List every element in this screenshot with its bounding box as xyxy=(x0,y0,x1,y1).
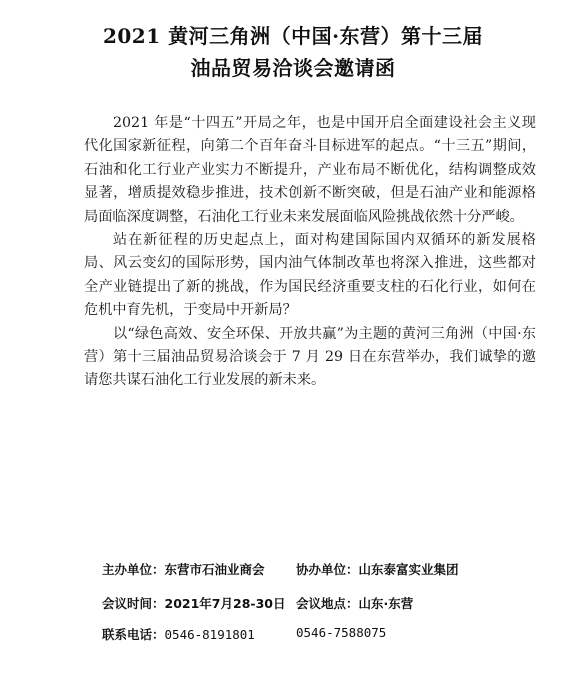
document-title-line-2: 油品贸易洽谈会邀请函 xyxy=(190,56,396,80)
co-organizer-value: 山东泰富实业集团 xyxy=(358,562,459,577)
venue-value: 山东·东营 xyxy=(358,596,414,611)
organizer-label: 主办单位： xyxy=(102,562,165,577)
time-label: 会议时间： xyxy=(102,596,165,611)
venue-label: 会议地点： xyxy=(296,596,359,611)
time-value: 2021年7月28-30日 xyxy=(164,596,286,611)
paragraph-1: 2021 年是“十四五”开局之年，也是中国开启全面建设社会主义现代化国家新征程，向第二个百年奋斗目标进军的起点。“十三五”期间，石油和化工行业产业实力不断提升，产业布局不断优化，结构调整成效显著，增质提效稳步推进，技术创新不断突破，但是石油产业和能源格局面临深度调整，石油化工行业未来发展面临风险挑战依然十分严峻。 xyxy=(84,115,536,225)
co-organizer xyxy=(296,560,459,578)
phone-number-2: 0546-7588075 xyxy=(296,625,387,640)
phone-number-1: 0546-8191801 xyxy=(164,627,255,642)
paragraph-2: 站在新征程的历史起点上，面对构建国际国内双循环的新发展格局、风云变幻的国际形势，国内油气体制改革也将深入推进，这些都对全产业链提出了新的挑战，作为国民经济重要支柱的石化行业，如何在危机中育先机，于变局中开新局？ xyxy=(84,232,536,319)
paragraph-3: 以“绿色高效、安全环保、开放共赢”为主题的黄河三角洲（中国·东营）第十三届油品贸易洽谈会于 7 月 29 日在东营举办，我们诚挚的邀请您共谋石油化工行业发展的新未来。 xyxy=(84,325,536,389)
document-title-line-1: 2021 黄河三角洲（中国·东营）第十三届 xyxy=(102,24,484,48)
contact-row xyxy=(102,625,387,643)
venue xyxy=(296,594,413,612)
organizer-value: 东营市石油业商会 xyxy=(164,562,265,577)
invitation-body xyxy=(84,112,536,393)
phone-label: 联系电话： xyxy=(102,627,165,642)
organizer-row xyxy=(102,560,459,578)
time-venue-row xyxy=(102,594,414,612)
co-organizer-label: 协办单位： xyxy=(296,562,359,577)
